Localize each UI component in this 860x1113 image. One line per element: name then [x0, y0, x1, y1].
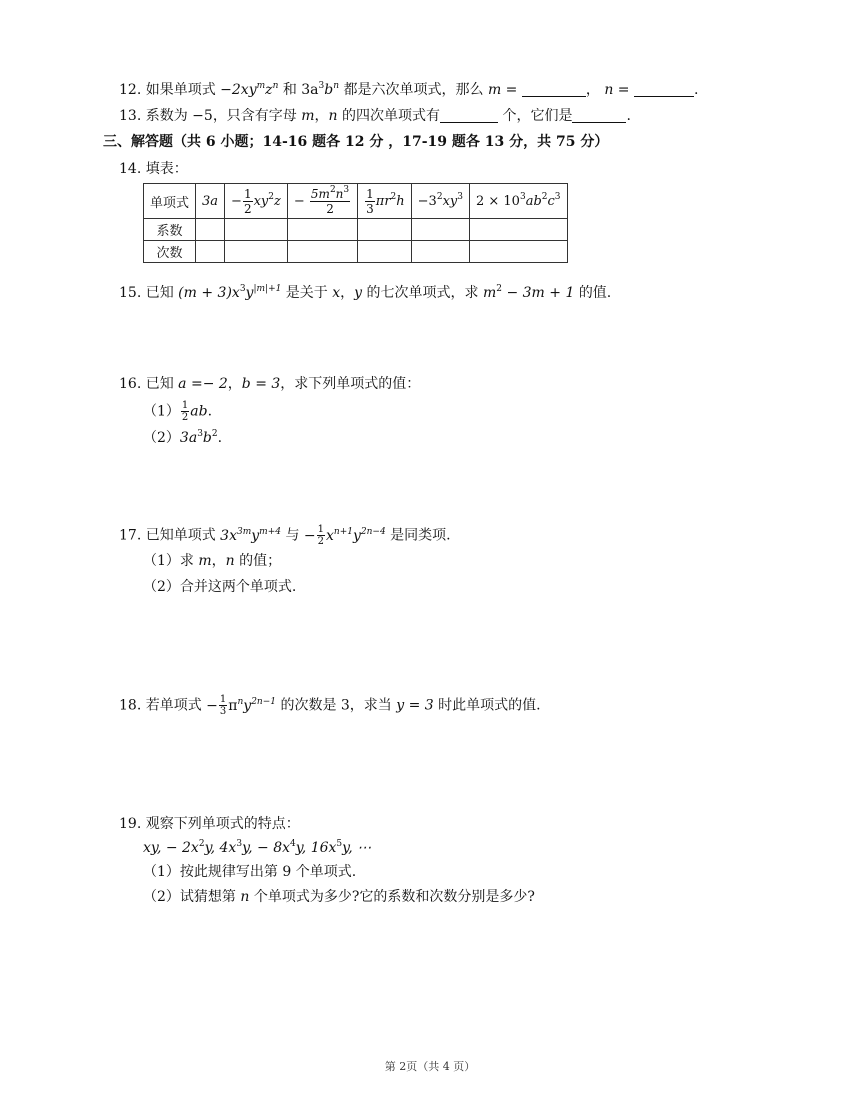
question-14: 14. 填表：	[119, 161, 188, 177]
table-cell-monomial-6: $2 \times 10^3ab^2c^3$	[469, 184, 567, 219]
question-17-part-2: （2）合并这两个单项式.	[143, 579, 297, 595]
table-input-cell[interactable]	[358, 241, 412, 263]
table-header-cell: 单项式	[144, 184, 196, 219]
question-19: 19. 观察下列单项式的特点：	[119, 816, 300, 832]
question-17: 17. 已知单项式 $3x^{3m}y^{m+4}$ 与 − $\frac{1}{2}$ $x^{n+1}y^{2n-4}$ 是同类项.	[119, 524, 451, 547]
question-19-part-1: （1）按此规律写出第 9 个单项式.	[143, 864, 357, 880]
table-input-cell[interactable]	[225, 219, 288, 241]
page-footer: 第 2页（共 4 页）	[384, 1060, 476, 1073]
fill-in-table	[143, 183, 568, 263]
table-header-cell: 次数	[144, 241, 196, 263]
table-input-cell[interactable]	[358, 219, 412, 241]
answer-blank-count[interactable]	[440, 108, 498, 123]
table-row	[144, 184, 568, 219]
table-input-cell[interactable]	[469, 219, 567, 241]
answer-blank-m[interactable]	[522, 82, 586, 97]
table-input-cell[interactable]	[411, 219, 469, 241]
table-row	[144, 241, 568, 263]
table-input-cell[interactable]	[287, 241, 357, 263]
table-cell-monomial-5: $-3^2xy^3$	[411, 184, 469, 219]
table-cell-monomial-1: 3a	[196, 184, 225, 219]
question-13: 13. 系数为 −5，只含有字母 m，n 的四次单项式有 个，它们是 .	[119, 108, 631, 124]
question-16-part-1: （1） $\frac{1}{2}$ ab.	[143, 400, 213, 423]
table-input-cell[interactable]	[469, 241, 567, 263]
table-input-cell[interactable]	[411, 241, 469, 263]
table-cell-monomial-4: $\frac{1}{3}$ $\pi r^2h$	[358, 184, 412, 219]
table-input-cell[interactable]	[196, 241, 225, 263]
monomial-sequence: xy, − $2x^2y$, $4x^3y$, − $8x^4y$, $16x^5y$, ⋯	[143, 839, 372, 856]
question-12: 12. 如果单项式 $-2xy^mz^n$ 和 $3a^3b^n$ 都是六次单项式，那么 m = ， n = .	[119, 81, 699, 98]
answer-blank-n[interactable]	[634, 82, 694, 97]
question-16: 16. 已知 a =− 2，b = 3，求下列单项式的值：	[119, 376, 421, 392]
question-17-part-1: （1）求 m，n 的值；	[143, 553, 282, 569]
section-title: 三、解答题（共 6 小题；14-16 题各 12 分 ，17-19 题各 13 分，共 75 分）	[103, 134, 609, 150]
table-cell-monomial-2: − $\frac{1}{2}$ $xy^2z$	[225, 184, 288, 219]
table-row	[144, 219, 568, 241]
table-input-cell[interactable]	[225, 241, 288, 263]
question-18: 18. 若单项式 − $\frac{1}{3}$ $\pi^ny^{2n-1}$ 的次数是 3，求当 y = 3 时此单项式的值.	[119, 694, 541, 717]
table-input-cell[interactable]	[196, 219, 225, 241]
answer-blank-list[interactable]	[572, 108, 626, 123]
table-cell-monomial-3: − $\frac{5m^2n^3}{2}$	[287, 184, 357, 219]
table-header-cell: 系数	[144, 219, 196, 241]
question-16-part-2: $(2)3a^3b^2$.	[143, 429, 223, 446]
question-19-part-2: （2）试猜想第 n 个单项式为多少?它的系数和次数分别是多少?	[143, 889, 535, 905]
question-15: 15. 已知 $(m + 3)x^3y^{|m|+1}$ 是关于 x，y 的七次单项式，求 $m^2 - 3m + 1$ 的值.	[119, 284, 612, 301]
table-input-cell[interactable]	[287, 219, 357, 241]
